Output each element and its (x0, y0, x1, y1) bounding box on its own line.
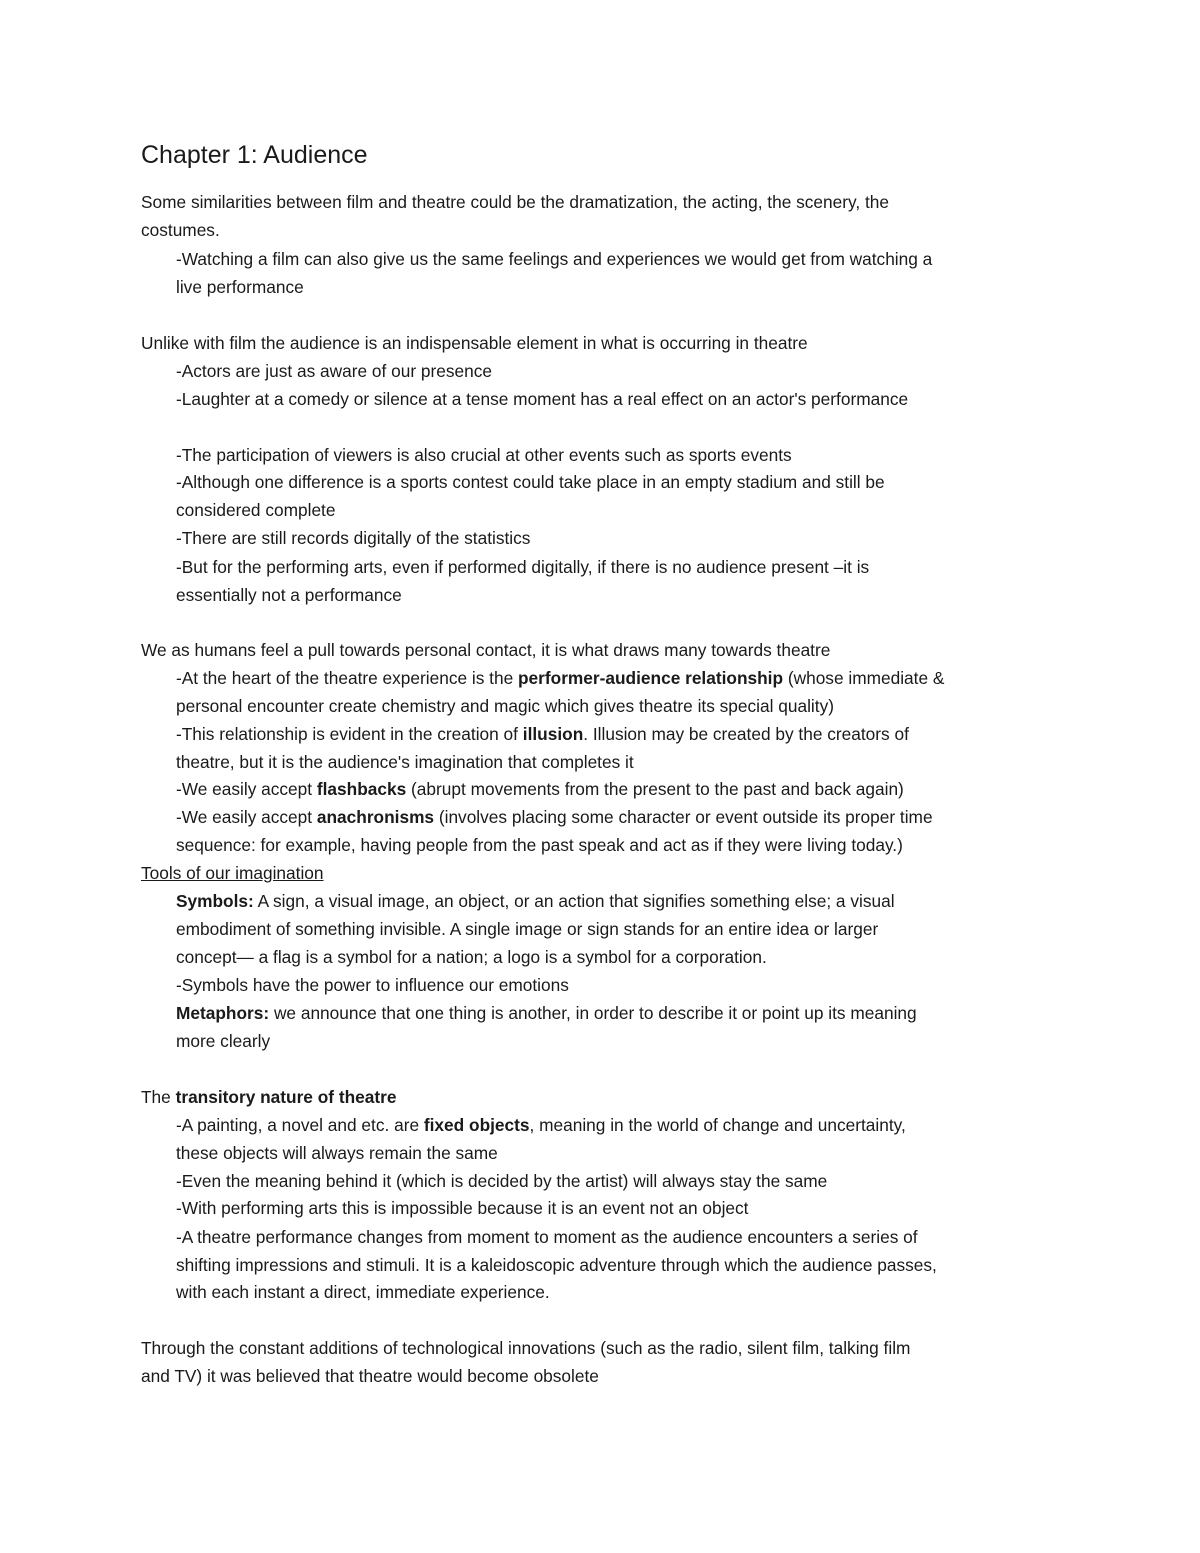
paragraph-line: Unlike with film the audience is an indispensable element in what is occurring in theatre (141, 333, 808, 353)
bullet-line: theatre, but it is the audience's imagination that completes it (176, 752, 634, 772)
bullet-line: -Even the meaning behind it (which is decided by the artist) will always stay the same (176, 1171, 828, 1191)
key-term: anachronisms (316, 807, 435, 827)
bullet-line: these objects will always remain the same (176, 1143, 498, 1163)
bullet-line: -Actors are just as aware of our presence (176, 361, 493, 381)
subheading: Tools of our imagination (141, 863, 324, 883)
bullet-line: -Watching a film can also give us the same feelings and experiences we would get from watching a (176, 249, 933, 269)
text-run: -We easily accept (176, 807, 317, 827)
bullet-line: -But for the performing arts, even if performed digitally, if there is no audience present –it is (176, 557, 870, 577)
bullet-line: -There are still records digitally of the statistics (176, 528, 531, 548)
text-run: -This relationship is evident in the creation of (176, 724, 523, 744)
paragraph-line: Through the constant additions of technological innovations (such as the radio, silent film, talking film (141, 1338, 911, 1358)
key-term: illusion (522, 724, 584, 744)
paragraph-line: and TV) it was believed that theatre would become obsolete (141, 1366, 599, 1386)
text-run: -We easily accept (176, 779, 317, 799)
text-run: (whose immediate & (783, 668, 945, 688)
bullet-line: live performance (176, 277, 304, 297)
text-run: . Illusion may be created by the creators of (583, 724, 909, 744)
bullet-line: sequence: for example, having people from the past speak and act as if they were living today.) (176, 835, 903, 855)
text-run: we announce that one thing is another, in order to describe it or point up its meaning (269, 1003, 917, 1023)
key-term: Symbols: (176, 891, 254, 911)
bullet-line (176, 1114, 906, 1136)
text-run: (involves placing some character or event outside its proper time (434, 807, 933, 827)
definition-line (176, 1002, 917, 1024)
text-run: -At the heart of the theatre experience is the (176, 668, 518, 688)
text-run: The (141, 1087, 176, 1107)
bullet-line (176, 806, 933, 828)
key-term: performer-audience relationship (518, 668, 784, 688)
bullet-line: considered complete (176, 500, 336, 520)
definition-line (176, 890, 895, 912)
key-term: Metaphors: (176, 1003, 270, 1023)
bullet-line: -Although one difference is a sports contest could take place in an empty stadium and still be (176, 472, 885, 492)
bullet-line (176, 778, 904, 800)
paragraph-line: We as humans feel a pull towards personal contact, it is what draws many towards theatre (141, 640, 831, 660)
page-title: Chapter 1: Audience (141, 141, 368, 169)
bullet-line: -A theatre performance changes from moment to moment as the audience encounters a series of (176, 1227, 918, 1247)
bullet-line: -With performing arts this is impossible because it is an event not an object (176, 1198, 749, 1218)
definition-line: more clearly (176, 1031, 271, 1051)
key-term: transitory nature of theatre (175, 1087, 397, 1107)
bullet-line: shifting impressions and stimuli. It is a kaleidoscopic adventure through which the audience passes, (176, 1255, 937, 1275)
bullet-line: -Symbols have the power to influence our emotions (176, 975, 569, 995)
bullet-line (176, 723, 909, 745)
section-heading (141, 1086, 396, 1108)
text-run: -A painting, a novel and etc. are (176, 1115, 424, 1135)
bullet-line: personal encounter create chemistry and magic which gives theatre its special quality) (176, 696, 834, 716)
key-term: fixed objects (423, 1115, 530, 1135)
text-run: A sign, a visual image, an object, or an action that signifies something else; a visual (253, 891, 895, 911)
paragraph-line: costumes. (141, 220, 220, 240)
bullet-line: essentially not a performance (176, 585, 402, 605)
bullet-line: -Laughter at a comedy or silence at a tense moment has a real effect on an actor's performance (176, 389, 909, 409)
bullet-line (176, 667, 944, 689)
text-run: (abrupt movements from the present to the past and back again) (406, 779, 904, 799)
paragraph-line: Some similarities between film and theatre could be the dramatization, the acting, the scenery, the (141, 192, 889, 212)
bullet-line: -The participation of viewers is also crucial at other events such as sports events (176, 445, 792, 465)
definition-line: concept— a flag is a symbol for a nation; a logo is a symbol for a corporation. (176, 947, 767, 967)
definition-line: embodiment of something invisible. A single image or sign stands for an entire idea or larger (176, 919, 879, 939)
bullet-line: with each instant a direct, immediate experience. (176, 1282, 550, 1302)
text-run: , meaning in the world of change and uncertainty, (529, 1115, 906, 1135)
key-term: flashbacks (316, 779, 407, 799)
